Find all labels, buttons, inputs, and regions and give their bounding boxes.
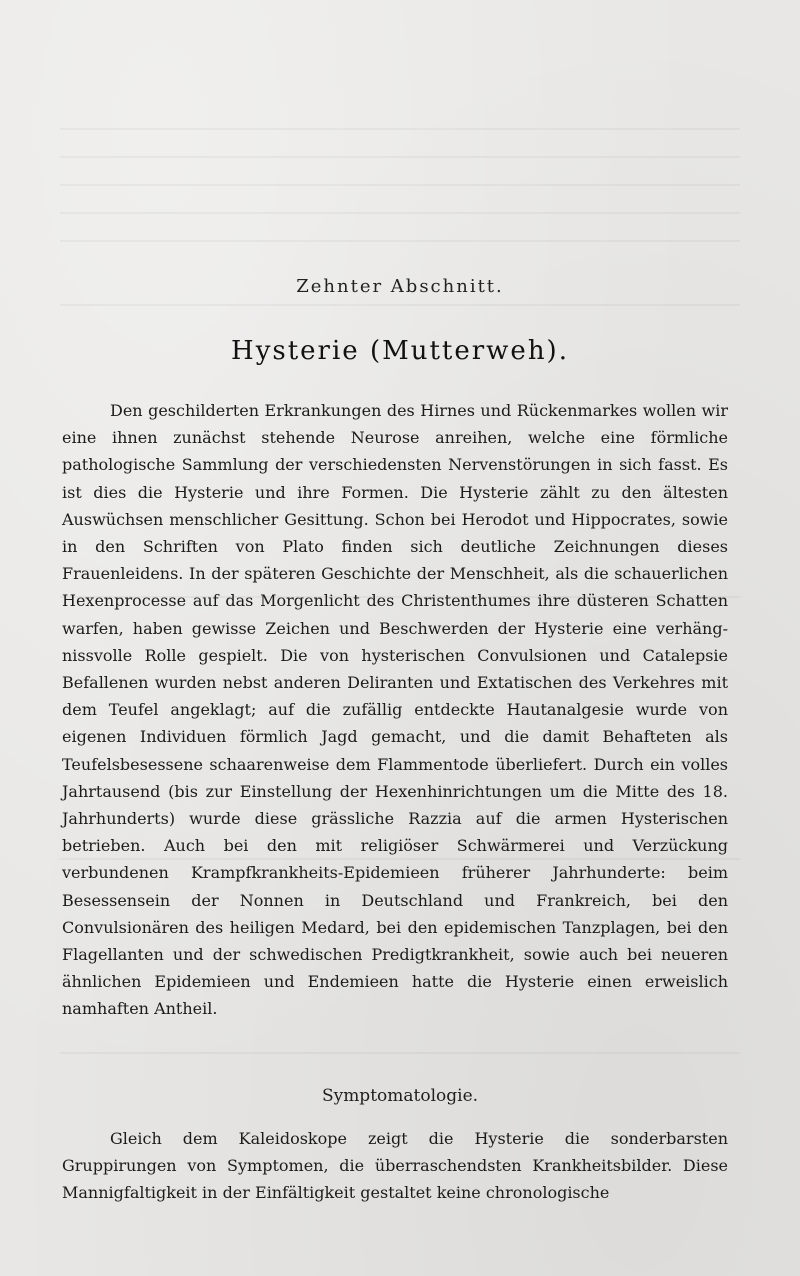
bleed-through-line (60, 304, 740, 306)
bleed-through-line (60, 1052, 740, 1054)
subsection-heading: Symptomatologie. (321, 1086, 479, 1106)
bleed-through-line (60, 156, 740, 158)
chapter-title: Hysterie (Mutterweh). (231, 336, 569, 366)
section-heading: Zehnter Abschnitt. (296, 276, 504, 297)
body-paragraph-continued: Gleich dem Kaleidoskope zeigt die Hysterie die sonderbarsten Gruppirungen von Symptomen, die überraschendsten Krankheitsbilder. Diese Mannigfaltigkeit in der Einfältigkeit gestaltet keine chronologische (62, 1129, 728, 1203)
bleed-through-line (60, 212, 740, 214)
body-paragraph: Den geschilderten Erkrankungen des Hirnes und Rückenmarkes wollen wir eine ihnen zunächst stehende Neurose anreihen, welche eine förmliche pathologische Sammlung der verschiedensten Nervenstörungen in sich fasst. Es ist dies die Hysterie und ihre Formen. Die Hysterie zählt zu den ältesten Auswüchsen menschlicher Gesittung. Schon bei Herodot und Hippocrates, sowie in den Schriften von Plato finden sich deutliche Zeichnungen dieses Frauenleidens. In der späteren Geschichte der Menschheit, als die schauerlichen Hexenprocesse auf das Morgenlicht des Christenthumes ihre düsteren Schatten warfen, haben gewisse Zeichen und Beschwerden der Hysterie eine verhängnissvolle Rolle gespielt. Die von hysterischen Convulsionen und Catalepsie Befallenen wurden nebst anderen Deliranten und Extatischen des Verkehres mit dem Teufel angeklagt; auf die zufällig entdeckte Hautanalgesie wurde von eigenen Individuen förmlich Jagd gemacht, und die damit Behafteten als Teufelsbesessene schaarenweise dem Flammentode überliefert. Durch ein volles Jahrtausend (bis zur Einstellung der Hexenhinrichtungen um die Mitte des 18. Jahrhunderts) wurde diese grässliche Razzia auf die armen Hysterischen betrieben. Auch bei den mit religiöser Schwärmerei und Verzückung verbundenen Krampfkrankheits-Epidemieen früherer Jahrhunderte: beim Besessensein der Nonnen in Deutschland und Frankreich, bei den Convulsionären des heiligen Medard, bei den epidemischen Tanzplagen, bei den Flagellanten und der schwedischen Predigtkrankheit, sowie auch bei neueren ähnlichen Epidemieen und Endemieen hatte die Hysterie einen erweislich namhaften Antheil. (62, 401, 728, 1019)
bleed-through-line (60, 128, 740, 130)
bleed-through-line (60, 240, 740, 242)
bleed-through-line (60, 184, 740, 186)
